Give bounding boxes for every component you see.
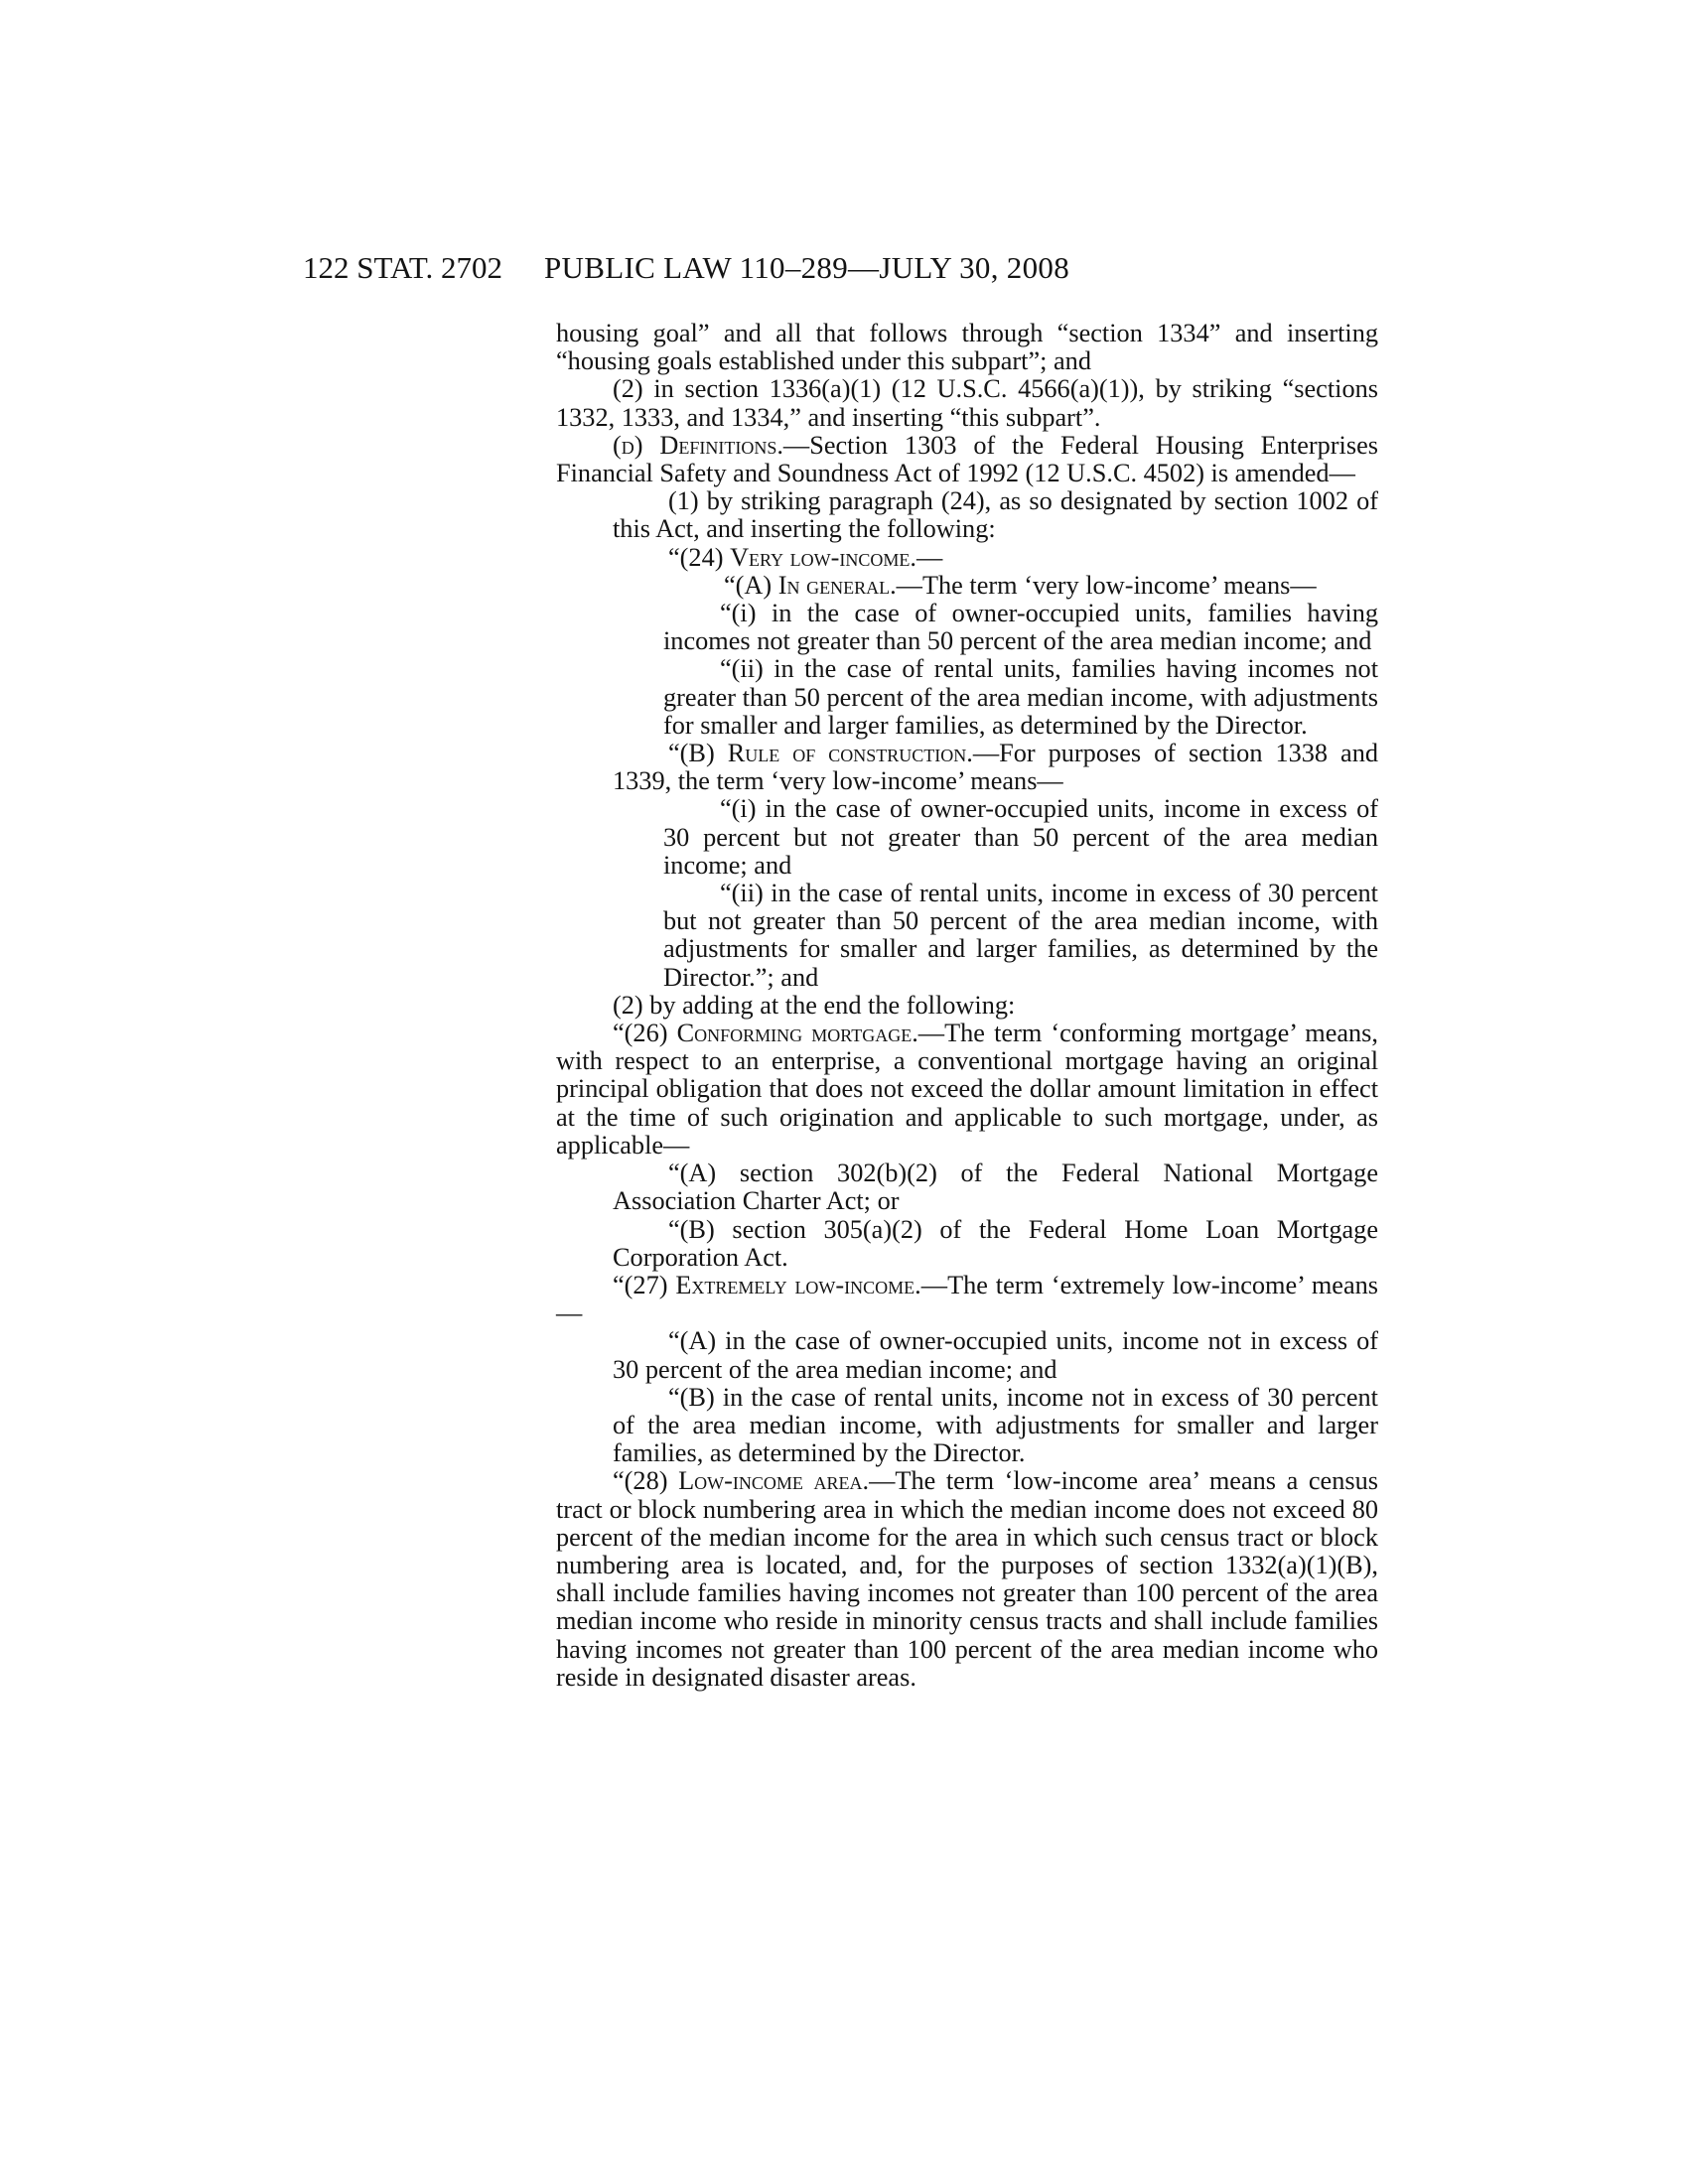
stat-page-number: 122 STAT. 2702 (303, 250, 503, 285)
definition-28-text: —The term ‘low-income area’ means a census tract or block numbering area in which the median income does not exceed 80 percent of the median income for the area in which such census tract or block numbering area is located, and, for the purposes of section 1332(a)(1)(B), shall include families having incomes not greater than 100 percent of the area median income who reside in minority census tracts and shall include families having incomes not greater than 100 percent of the area median income who reside in designated disaster areas. (556, 1466, 1378, 1692)
public-law-title: PUBLIC LAW 110–289—JULY 30, 2008 (544, 250, 1070, 285)
subsection-d-heading: (d) Definitions. (613, 430, 783, 460)
definition-27 (556, 1272, 1378, 1327)
paragraph-d1: (1) by striking paragraph (24), as so designated by section 1002 of this Act, and inserting the following: (613, 486, 1378, 544)
subsection-d-text: —Section 1303 of the Federal Housing Enterprises Financial Safety and Soundness Act of 1992 (12 U.S.C. 4502) is amended— (556, 430, 1378, 488)
definition-24-b-text: —For purposes of section 1338 and 1339, the term ‘very low-income’ means— (613, 739, 1378, 796)
definition-26-a: “(A) section 302(b)(2) of the Federal National Mortgage Association Charter Act; or (613, 1159, 1378, 1216)
definition-24-a-ii: “(ii) in the case of rental units, families having incomes not greater than 50 percent of the area median income, with adjustments for smaller and larger families, as determined by the Director. (663, 654, 1378, 740)
definition-24-a (556, 572, 1378, 600)
definition-24-b-i: “(i) in the case of owner-occupied units, income in excess of 30 percent but not greater than 50 percent of the area median income; and (663, 794, 1378, 880)
page-header (303, 250, 1226, 290)
definition-24-b-heading: Rule of construction. (727, 739, 973, 768)
paragraph-d2: (2) by adding at the end the following: (613, 990, 1016, 1020)
definition-24-a-number: “(A) (724, 570, 778, 600)
definition-24-a-text: —The term ‘very low-income’ means— (896, 570, 1317, 600)
definition-24-b-number: “(B) (668, 739, 728, 768)
definition-24 (556, 544, 1378, 572)
definition-24-a-heading: In general. (777, 570, 897, 600)
definition-26-b: “(B) section 305(a)(2) of the Federal Home Loan Mortgage Corporation Act. (613, 1214, 1378, 1272)
definition-27-heading: Extremely low-income. (675, 1270, 921, 1299)
definition-24-dash: — (915, 542, 943, 572)
definition-27-b: “(B) in the case of rental units, income not in excess of 30 percent of the area median income, with adjustments for smaller and larger families, as determined by the Director. (613, 1382, 1378, 1468)
definition-24-heading: Very low-income. (730, 542, 916, 572)
subsection-d (556, 432, 1378, 487)
paragraph-c2: (2) in section 1336(a)(1) (12 U.S.C. 4566(a)(1)), by striking “sections 1332, 1333, and 1334,” and inserting “this subpart”. (556, 374, 1378, 432)
statute-text (556, 320, 1378, 1692)
definition-24-number: “(24) (668, 542, 731, 572)
definition-26-text: —The term ‘conforming mortgage’ means, with respect to an enterprise, a conventional mortgage having an original principal obligation that does not exceed the dollar amount limitation in effect at the time of such origination and applicable to such mortgage, under, as applicable— (556, 1019, 1378, 1160)
definition-26-number: “(26) (613, 1019, 677, 1048)
definition-24-b (556, 740, 1378, 795)
definition-27-number: “(27) (613, 1270, 676, 1299)
definition-24-b-ii: “(ii) in the case of rental units, income in excess of 30 percent but not greater than 50 percent of the area median income, with adjustments for smaller and larger families, as determined by the Director.”; and (663, 879, 1378, 992)
definition-28-number: “(28) (613, 1466, 679, 1496)
definition-28 (556, 1467, 1378, 1692)
definition-28-heading: Low-income area. (678, 1466, 870, 1496)
definition-27-a: “(A) in the case of owner-occupied units, income not in excess of 30 percent of the area median income; and (613, 1326, 1378, 1384)
definition-27-text: —The term ‘extremely low-income’ means— (556, 1270, 1379, 1328)
definition-24-a-i: “(i) in the case of owner-occupied units, families having incomes not greater than 50 percent of the area median income; and (663, 599, 1378, 656)
definition-26 (556, 1020, 1378, 1160)
paragraph-continuation: housing goal” and all that follows through “section 1334” and inserting “housing goals established under this subpart”; and (556, 319, 1378, 376)
definition-26-heading: Conforming mortgage. (676, 1019, 918, 1048)
